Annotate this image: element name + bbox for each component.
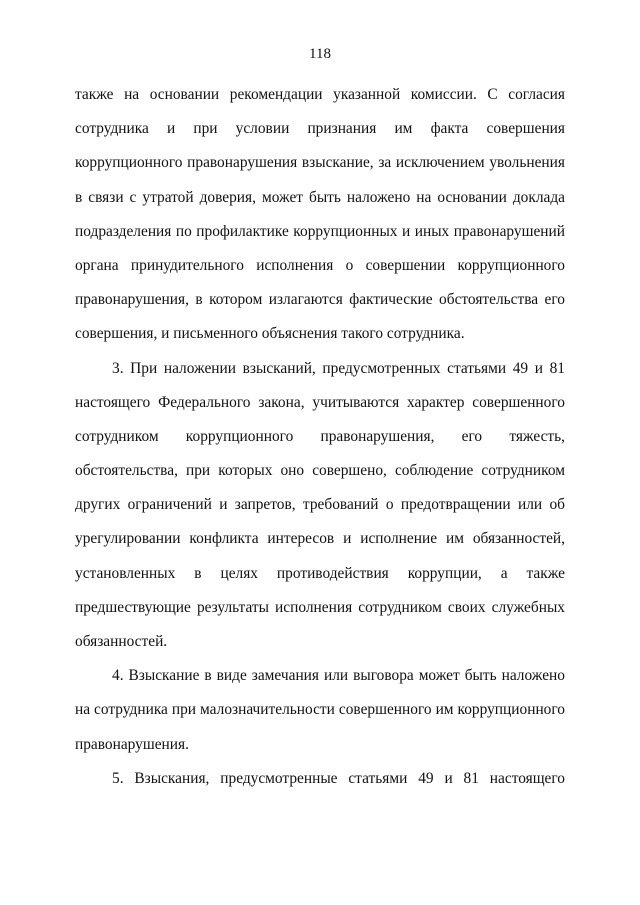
text-line: также на основании рекомендации указанной комиссии. С согласия [75, 86, 565, 103]
text-line: подразделения по профилактике коррупционных и иных правонарушений [75, 222, 565, 240]
text-line: урегулировании конфликта интересов и исполнение им обязанностей, [75, 530, 565, 548]
page-number: 118 [309, 46, 331, 62]
text-line: правонарушения. [75, 735, 189, 753]
text-line: правонарушения, в котором излагаются фактические обстоятельства его [75, 291, 565, 309]
text-line: сотрудника и при условии признания им факта совершения [75, 120, 565, 138]
text-line: обстоятельства, при которых оно совершено, соблюдение сотрудником [75, 462, 565, 480]
text-line: в связи с утратой доверия, может быть наложено на основании доклада [75, 188, 565, 206]
text-line: коррупционного правонарушения взыскание, за исключением увольнения [75, 154, 565, 172]
text-line: других ограничений и запретов, требований о предотвращении или об [75, 496, 565, 514]
text-line: совершения, и письменного объяснения такого сотрудника. [75, 325, 465, 343]
text-line: настоящего Федерального закона, учитываются характер совершенного [75, 393, 565, 411]
text-line: установленных в целях противодействия коррупции, а также [75, 564, 565, 582]
paragraph-3-first-line: 3. При наложении взысканий, предусмотренных статьями 49 и 81 [112, 359, 565, 377]
document-body [75, 78, 565, 796]
paragraph-4-first-line: 4. Взыскание в виде замечания или выговора может быть наложено [112, 667, 565, 685]
text-line: обязанностей. [75, 633, 168, 650]
text-line: предшествующие результаты исполнения сотрудником своих служебных [75, 598, 565, 616]
paragraph-5-first-line: 5. Взыскания, предусмотренные статьями 49 и 81 настоящего [112, 769, 565, 787]
text-line: сотрудником коррупционного правонарушения, его тяжесть, [75, 427, 565, 445]
text-line: органа принудительного исполнения о совершении коррупционного [75, 256, 565, 274]
text-line: на сотрудника при малозначительности совершенного им коррупционного [75, 701, 565, 719]
